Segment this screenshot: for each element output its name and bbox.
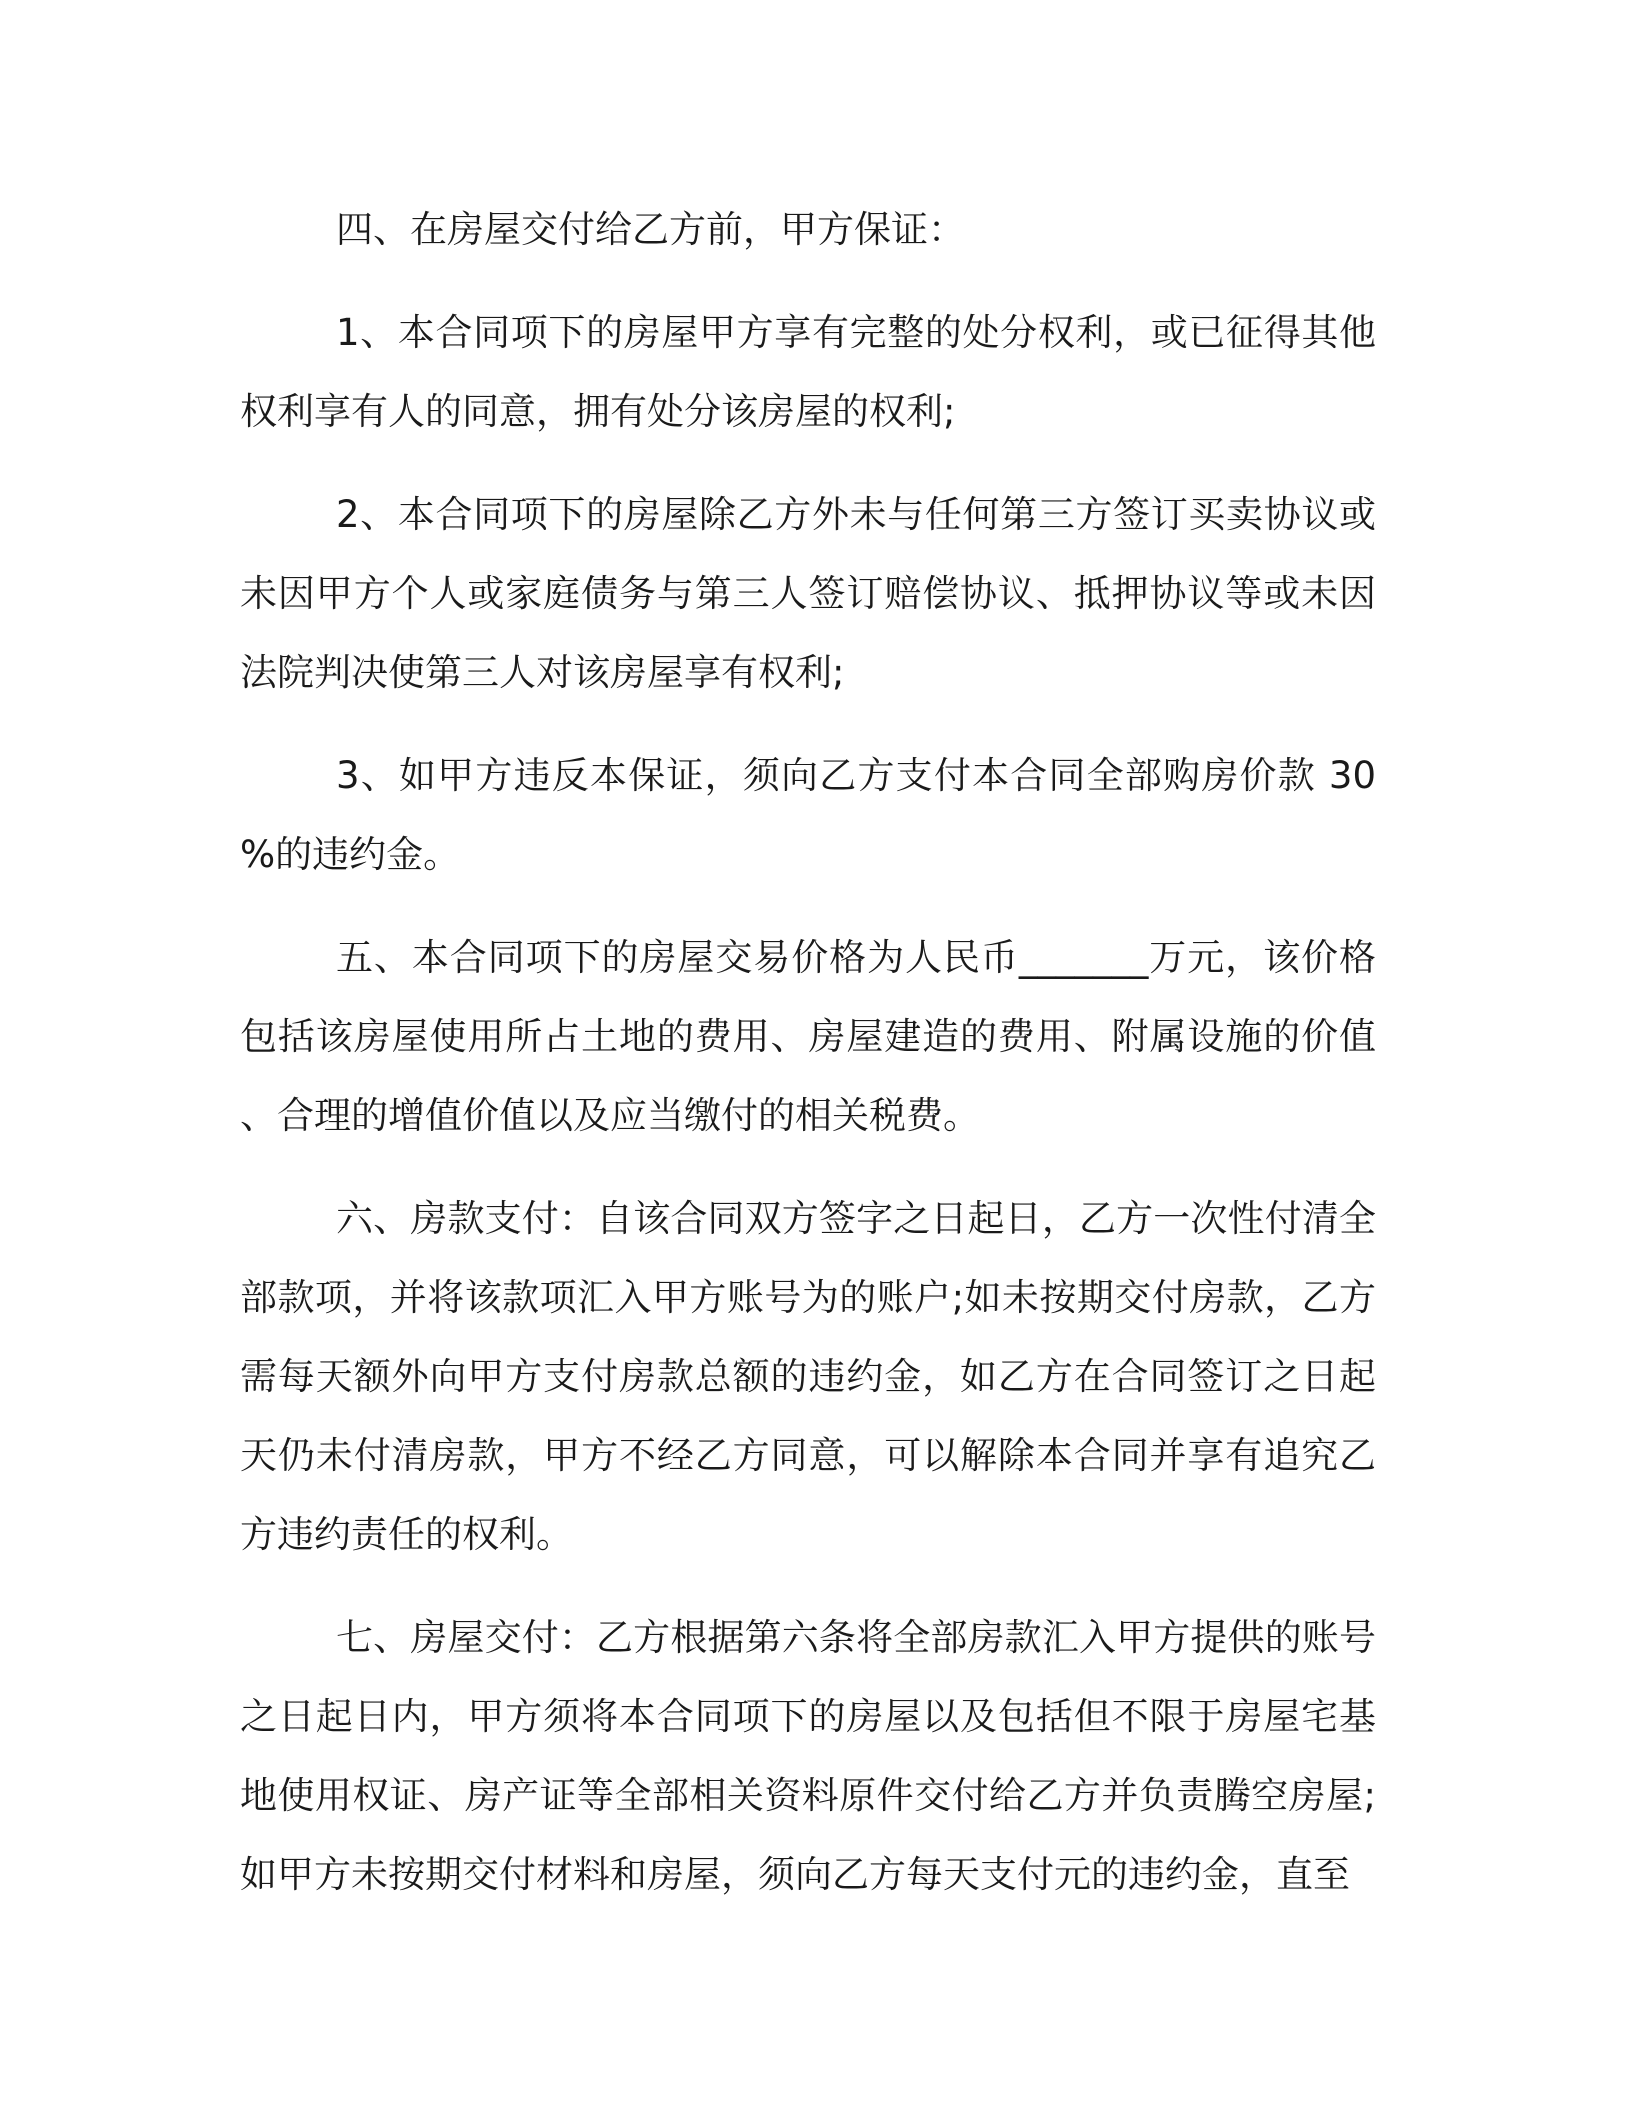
clause-5-price: 五、本合同项下的房屋交易价格为人民币_______万元，该价格包括该房屋使用所占土地的费用、房屋建造的费用、附属设施的价值、合理的增值价值以及应当缴付的相关税费。 <box>240 936 1376 1137</box>
clause-4-item-3: 3、如甲方违反本保证，须向乙方支付本合同全部购房价款 30%的违约金。 <box>240 754 1376 876</box>
clause-6-payment: 六、房款支付：自该合同双方签字之日起日，乙方一次性付清全部款项，并将该款项汇入甲方账号为的账户;如未按期交付房款，乙方需每天额外向甲方支付房款总额的违约金，如乙方在合同签订之日起天仍未付清房款，甲方不经乙方同意，可以解除本合同并享有追究乙方违约责任的权利。 <box>240 1197 1376 1556</box>
clause-4-heading: 四、在房屋交付给乙方前，甲方保证： <box>336 208 965 251</box>
clause-7-delivery: 七、房屋交付：乙方根据第六条将全部房款汇入甲方提供的账号之日起日内，甲方须将本合同项下的房屋以及包括但不限于房屋宅基地使用权证、房产证等全部相关资料原件交付给乙方并负责腾空房屋;如甲方未按期交付材料和房屋，须向乙方每天支付元的违约金，直至 <box>240 1616 1376 1896</box>
clause-4-item-1: 1、本合同项下的房屋甲方享有完整的处分权利，或已征得其他权利享有人的同意，拥有处分该房屋的权利; <box>240 311 1376 433</box>
clause-4-item-2: 2、本合同项下的房屋除乙方外未与任何第三方签订买卖协议或未因甲方个人或家庭债务与第三人签订赔偿协议、抵押协议等或未因法院判决使第三人对该房屋享有权利; <box>240 493 1376 694</box>
document-body <box>240 190 1376 1914</box>
